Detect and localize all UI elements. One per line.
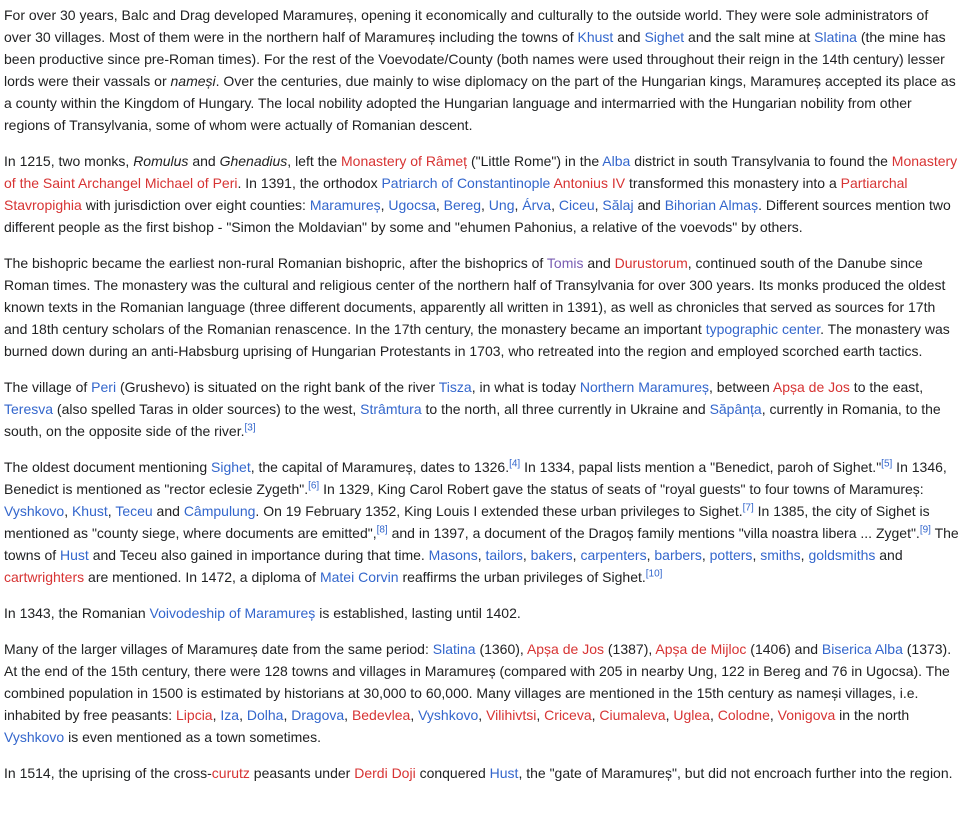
- link-colodne[interactable]: Colodne: [717, 707, 770, 723]
- text-run: ,: [646, 547, 655, 563]
- text-run: , in what is today: [471, 379, 580, 395]
- text-run: is established, lasting until 1402.: [315, 605, 521, 621]
- link-dragova[interactable]: Dragova: [291, 707, 345, 723]
- link-apsa-de-jos[interactable]: Apșa de Jos: [526, 641, 604, 657]
- citation-8-link[interactable]: [8]: [376, 524, 388, 536]
- link-ung[interactable]: Ung: [488, 197, 515, 213]
- text-run: . Over the centuries, due mainly to wise diplomacy on the part of the Hungarian kings, Maramureș accepted its place as a county within the Kingdom of Hungary. The local nobility adopted the Hungarian language and intermarried with the Hungarian nobility from other regions of Transylvania, some of whom were actually of Romanian descent.: [4, 73, 956, 133]
- link-khust[interactable]: Khust: [577, 29, 614, 45]
- text-run: (1406) and: [746, 641, 822, 657]
- text-run: (1387),: [604, 641, 656, 657]
- link-potters[interactable]: potters: [709, 547, 753, 563]
- text-run: in the north: [835, 707, 910, 723]
- link-tisza[interactable]: Tisza: [438, 379, 472, 395]
- text-run: and: [188, 153, 220, 169]
- text-run: ,: [481, 197, 489, 213]
- link-cartwrighters[interactable]: cartwrighters: [4, 569, 85, 585]
- link-monastery-of-ramet[interactable]: Monastery of Râmeț: [341, 153, 468, 169]
- text-run: . Different sources mention two different people as the first bishop - "Simon the Moldavian" by some and "ehumen Pahonius, a relative of the voevods" by others.: [4, 197, 951, 235]
- link-khust[interactable]: Khust: [71, 503, 108, 519]
- link-bakers[interactable]: bakers: [530, 547, 573, 563]
- paragraph-3: [4, 252, 959, 362]
- link-iza[interactable]: Iza: [220, 707, 240, 723]
- text-run: ,: [752, 547, 761, 563]
- link-maramures[interactable]: Maramureș: [309, 197, 381, 213]
- link-ciumaleva[interactable]: Ciumaleva: [599, 707, 666, 723]
- citation-4: [509, 458, 520, 469]
- paragraph-7: [4, 638, 959, 748]
- text-run: reaffirms the urban privileges of Sighet.: [398, 569, 646, 585]
- text-run: , the "gate of Maramureș", but did not encroach further into the region.: [518, 765, 953, 781]
- text-run: , currently in Romania, to the south, on the opposite side of the river.: [4, 401, 941, 439]
- text-run: ,: [478, 707, 487, 723]
- paragraph-1: [4, 4, 959, 136]
- text-run: and: [633, 197, 665, 213]
- citation-4-link[interactable]: [4]: [509, 458, 521, 470]
- link-biserica-alba[interactable]: Biserica Alba: [821, 641, 903, 657]
- link-sapanta[interactable]: Săpânța: [709, 401, 762, 417]
- link-hust[interactable]: Hust: [489, 765, 519, 781]
- link-campulung[interactable]: Câmpulung: [183, 503, 256, 519]
- link-matei-corvin[interactable]: Matei Corvin: [319, 569, 399, 585]
- text-run: ,: [709, 707, 718, 723]
- link-curutz[interactable]: curutz: [211, 765, 250, 781]
- link-northern-maramures[interactable]: Northern Maramureș: [579, 379, 710, 395]
- link-voivodeship-of-maramures[interactable]: Voivodeship of Maramureș: [149, 605, 316, 621]
- text-run: peasants under: [249, 765, 355, 781]
- link-goldsmiths[interactable]: goldsmiths: [808, 547, 876, 563]
- text-run: , continued south of the Danube since Roman times. The monastery was the cultural and religious center of the northern half of Transylvania for over 300 years. Its monks produced the oldest known texts in the Romanian language (three different documents, apparently all written in 1391), as well as chronicles that served as sources for 17th and 18th century scholars of the Romanian renascence. In the 17th century, the monastery became an important: [4, 255, 946, 337]
- text-run: ,: [514, 197, 523, 213]
- link-slatina[interactable]: Slatina: [814, 29, 857, 45]
- citation-6-link[interactable]: [6]: [308, 480, 320, 492]
- paragraph-8: [4, 762, 959, 784]
- citation-10-link[interactable]: [10]: [645, 568, 663, 580]
- text-run: ,: [551, 197, 559, 213]
- text-run: The towns of: [4, 525, 959, 563]
- citation-3-link[interactable]: [3]: [244, 422, 256, 434]
- link-arva[interactable]: Árva: [522, 197, 552, 213]
- link-alba[interactable]: Alba: [602, 153, 631, 169]
- term-romulus: Romulus: [133, 153, 189, 169]
- link-ugocsa[interactable]: Ugocsa: [388, 197, 436, 213]
- text-run: For over 30 years, Balc and Drag developed Maramureș, opening it economically and culturally to the outside world. They were sole administrators of over 30 villages. Most of them were in the northern half of Maramureș including the towns of: [4, 7, 929, 45]
- text-run: The village of: [4, 379, 92, 395]
- paragraph-6: [4, 602, 959, 624]
- paragraph-4: [4, 376, 959, 442]
- link-stramtura[interactable]: Strâmtura: [360, 401, 422, 417]
- text-run: is even mentioned as a town sometimes.: [64, 729, 321, 745]
- link-vyshkovo[interactable]: Vyshkovo: [4, 503, 65, 519]
- text-run: ,: [800, 547, 809, 563]
- text-run: In 1385, the city of Sighet is mentioned as "county siege, where documents are emitted",: [4, 503, 930, 541]
- link-vyshkovo[interactable]: Vyshkovo: [4, 729, 65, 745]
- text-run: and: [583, 255, 615, 271]
- text-run: and the salt mine at: [684, 29, 815, 45]
- link-dolha[interactable]: Dolha: [246, 707, 284, 723]
- text-run: ,: [380, 197, 389, 213]
- text-run: In 1514, the uprising of the cross-: [4, 765, 212, 781]
- text-run: with jurisdiction over eight counties:: [81, 197, 310, 213]
- link-uglea[interactable]: Uglea: [673, 707, 710, 723]
- text-run: . On 19 February 1352, King Louis I extended these urban privileges to Sighet.: [255, 503, 743, 519]
- citation-8: [377, 524, 388, 535]
- text-run: , left the: [287, 153, 341, 169]
- text-run: The bishopric became the earliest non-rural Romanian bishopric, after the bishoprics of: [4, 255, 547, 271]
- text-run: ,: [64, 503, 72, 519]
- link-carpenters[interactable]: carpenters: [580, 547, 647, 563]
- link-lipcia[interactable]: Lipcia: [176, 707, 213, 723]
- text-run: district in south Transylvania to found the: [630, 153, 892, 169]
- text-run: ,: [591, 707, 600, 723]
- text-run: (also spelled Taras in older sources) to the west,: [53, 401, 361, 417]
- citation-9: [920, 524, 931, 535]
- text-run: are mentioned. In 1472, a diploma of: [84, 569, 320, 585]
- link-bihorian-almas[interactable]: Bihorian Almaș: [664, 197, 759, 213]
- link-criceva[interactable]: Criceva: [544, 707, 592, 723]
- text-run: ,: [239, 707, 247, 723]
- link-slatina[interactable]: Slatina: [432, 641, 476, 657]
- citation-5: [881, 458, 892, 469]
- text-run: ,: [107, 503, 116, 519]
- text-run: ,: [477, 547, 486, 563]
- term-ghenadius: Ghenadius: [219, 153, 288, 169]
- link-ciceu[interactable]: Ciceu: [558, 197, 595, 213]
- text-run: ,: [212, 707, 221, 723]
- text-run: The oldest document mentioning: [4, 459, 212, 475]
- text-run: and Teceu also gained in importance during that time.: [88, 547, 429, 563]
- link-masons[interactable]: Masons: [428, 547, 478, 563]
- link-derdi-doji[interactable]: Derdi Doji: [354, 765, 416, 781]
- text-run: ,: [665, 707, 674, 723]
- link-peri[interactable]: Peri: [91, 379, 117, 395]
- link-sighet[interactable]: Sighet: [211, 459, 251, 475]
- text-run: ,: [283, 707, 292, 723]
- text-run: ,: [769, 707, 778, 723]
- text-run: In 1346, Benedict is mentioned as "rector eclesie Zygeth".: [4, 459, 947, 497]
- link-bereg[interactable]: Bereg: [443, 197, 482, 213]
- link-apsa-de-mijloc[interactable]: Apșa de Mijloc: [655, 641, 747, 657]
- link-teceu[interactable]: Teceu: [115, 503, 153, 519]
- text-run: ,: [572, 547, 581, 563]
- text-run: (Grushevo) is situated on the right bank of the river: [116, 379, 439, 395]
- text-run: (the mine has been productive since pre-Roman times). For the rest of the Voevodate/County (both names were used throughout their reign in the 14th century) lesser lords were their vassals or: [4, 29, 946, 89]
- link-durustorum[interactable]: Durustorum: [614, 255, 688, 271]
- text-run: and: [875, 547, 903, 563]
- text-run: (1373). At the end of the 15th century, there were 128 towns and villages in Maramureș (compared with 205 in nearby Ung, 122 in Bereg and 76 in Ugocsa). The combined population in 1500 is estimated by historians at 30,000 to 60,000. Many villages are mentioned in the 15th century as nameși villages, i.e. inhabited by free peasants:: [4, 641, 952, 723]
- link-partiarchal-stavropighia[interactable]: Partiarchal Stavropighia: [4, 175, 908, 213]
- link-vilihivtsi[interactable]: Vilihivtsi: [486, 707, 537, 723]
- citation-6: [308, 480, 319, 491]
- text-run: to the east,: [849, 379, 924, 395]
- text-run: In 1334, papal lists mention a "Benedict, paroh of Sighet.": [520, 459, 882, 475]
- link-tomis[interactable]: Tomis: [546, 255, 584, 271]
- text-run: In 1343, the Romanian: [4, 605, 150, 621]
- text-run: ,: [435, 197, 444, 213]
- text-run: and: [613, 29, 645, 45]
- citation-5-link[interactable]: [5]: [881, 458, 893, 470]
- text-run: ,: [410, 707, 419, 723]
- link-barbers[interactable]: barbers: [654, 547, 702, 563]
- term-nemesi: nameși: [170, 73, 216, 89]
- text-run: . The monastery was burned down during an anti-Habsburg uprising of Hungarian Protestants in 1703, who retreated into the region and employed scorched earth tactics.: [4, 321, 950, 359]
- link-teresva[interactable]: Teresva: [4, 401, 54, 417]
- text-run: conquered: [415, 765, 490, 781]
- text-run: ,: [701, 547, 710, 563]
- link-apsa-de-jos[interactable]: Apșa de Jos: [772, 379, 850, 395]
- text-run: , between: [709, 379, 773, 395]
- text-run: ("Little Rome") in the: [467, 153, 603, 169]
- text-run: (1360),: [475, 641, 527, 657]
- link-antonius-iv[interactable]: Antonius IV: [553, 175, 626, 191]
- citation-3: [245, 422, 256, 433]
- paragraph-2: [4, 150, 959, 238]
- link-smiths[interactable]: smiths: [760, 547, 801, 563]
- link-sighet[interactable]: Sighet: [644, 29, 685, 45]
- text-run: and: [152, 503, 184, 519]
- citation-7-link[interactable]: [7]: [742, 502, 754, 514]
- citation-7: [743, 502, 754, 513]
- link-typographic-center[interactable]: typographic center: [705, 321, 821, 337]
- text-run: transformed this monastery into a: [625, 175, 841, 191]
- link-monastery-saint-archangel-michael-peri[interactable]: Monastery of the Saint Archangel Michael of Peri: [4, 153, 958, 191]
- link-salaj[interactable]: Sălaj: [602, 197, 634, 213]
- text-run: and in 1397, a document of the Dragoș family mentions "villa noastra libera ... Zyget".: [387, 525, 920, 541]
- paragraph-5: [4, 456, 959, 588]
- text-run: to the north, all three currently in Ukraine and: [421, 401, 710, 417]
- link-bedevlea[interactable]: Bedevlea: [351, 707, 411, 723]
- text-run: ,: [536, 707, 545, 723]
- text-run: . In 1391, the orthodox: [237, 175, 382, 191]
- text-run: ,: [344, 707, 352, 723]
- citation-10: [646, 568, 663, 579]
- link-vonigova[interactable]: Vonigova: [777, 707, 836, 723]
- citation-9-link[interactable]: [9]: [919, 524, 931, 536]
- text-run: ,: [594, 197, 603, 213]
- link-hust[interactable]: Hust: [60, 547, 89, 563]
- text-run: In 1329, King Carol Robert gave the status of seats of "royal guests" to four towns of Maramureș:: [319, 481, 924, 497]
- text-run: In 1215, two monks,: [4, 153, 134, 169]
- text-run: , the capital of Maramureș, dates to 1326.: [250, 459, 510, 475]
- text-run: ,: [522, 547, 531, 563]
- link-vyshkovo[interactable]: Vyshkovo: [418, 707, 479, 723]
- link-tailors[interactable]: tailors: [485, 547, 523, 563]
- text-run: Many of the larger villages of Maramureș date from the same period:: [4, 641, 433, 657]
- link-patriarch-of-constantinople[interactable]: Patriarch of Constantinople: [381, 175, 551, 191]
